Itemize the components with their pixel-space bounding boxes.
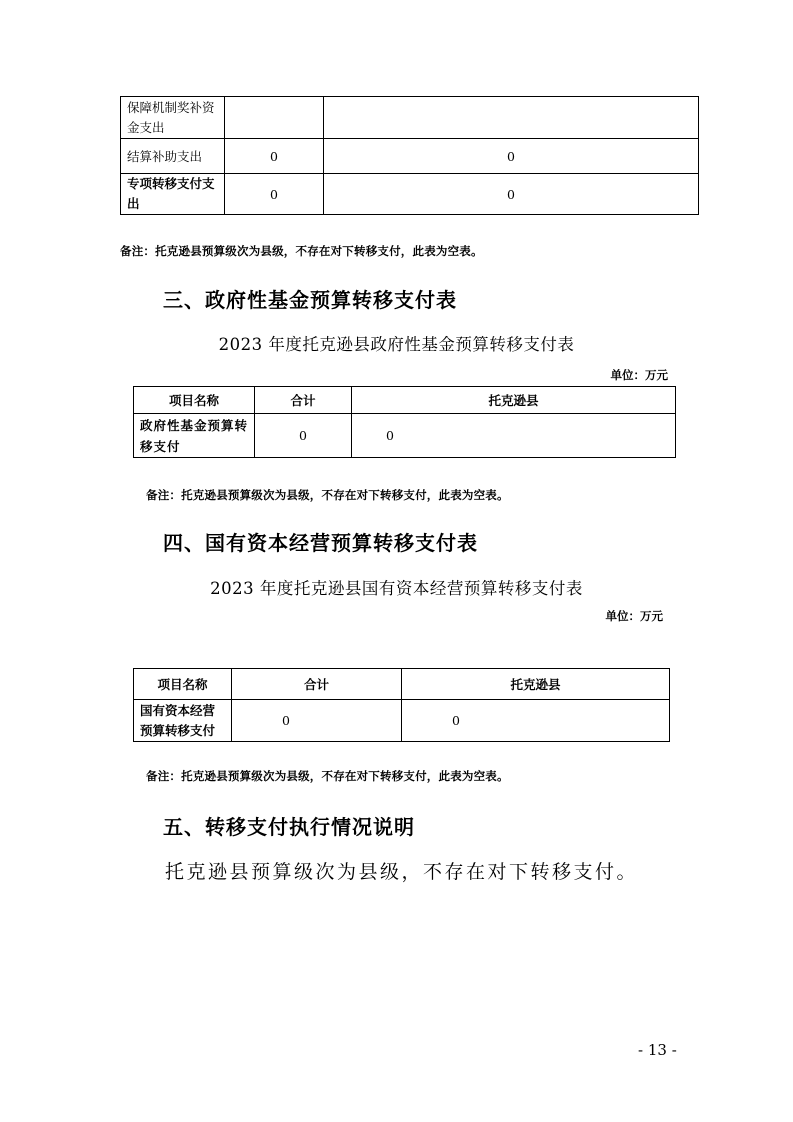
general-transfer-table-continued [120, 96, 699, 215]
column-header: 项目名称 [134, 669, 232, 700]
fund-transfer-table [133, 386, 676, 458]
page-number: - 13 - [638, 1041, 677, 1059]
table-title: 2023 年度托克逊县政府性基金预算转移支付表 [218, 335, 575, 354]
row-county [324, 97, 699, 139]
table-row [121, 174, 699, 215]
unit-label: 单位：万元 [610, 368, 668, 382]
state-capital-transfer-table [133, 668, 670, 742]
body-paragraph: 托克逊县预算级次为县级，不存在对下转移支付。 [165, 861, 639, 883]
table-row [134, 414, 676, 458]
column-header: 合计 [255, 387, 352, 414]
column-header: 托克逊县 [352, 387, 676, 414]
table-title: 2023 年度托克逊县国有资本经营预算转移支付表 [210, 579, 583, 598]
row-county: 0 [324, 139, 699, 174]
row-name: 政府性基金预算转移支付 [134, 414, 255, 458]
section-heading: 三、政府性基金预算转移支付表 [163, 288, 457, 312]
table-header-row [134, 387, 676, 414]
row-name: 结算补助支出 [121, 139, 225, 174]
table-note: 备注：托克逊县预算级次为县级，不存在对下转移支付，此表为空表。 [146, 488, 509, 502]
table-note: 备注：托克逊县预算级次为县级，不存在对下转移支付，此表为空表。 [120, 244, 483, 258]
row-county: 0 [402, 700, 670, 742]
row-county: 0 [352, 414, 676, 458]
row-total: 0 [225, 139, 324, 174]
column-header: 合计 [232, 669, 402, 700]
table-note: 备注：托克逊县预算级次为县级，不存在对下转移支付，此表为空表。 [146, 769, 509, 783]
column-header: 项目名称 [134, 387, 255, 414]
row-name: 国有资本经营预算转移支付 [134, 700, 232, 742]
column-header: 托克逊县 [402, 669, 670, 700]
table-header-row [134, 669, 670, 700]
table-row [134, 700, 670, 742]
section-heading: 五、转移支付执行情况说明 [163, 815, 415, 839]
row-county: 0 [324, 174, 699, 215]
row-total [225, 97, 324, 139]
unit-label: 单位：万元 [605, 609, 663, 623]
row-total: 0 [225, 174, 324, 215]
section-heading: 四、国有资本经营预算转移支付表 [163, 531, 478, 555]
row-total: 0 [232, 700, 402, 742]
table-row [121, 97, 699, 139]
row-name: 保障机制奖补资金支出 [121, 97, 225, 139]
table-row [121, 139, 699, 174]
row-total: 0 [255, 414, 352, 458]
row-name: 专项转移支付支出 [121, 174, 225, 215]
